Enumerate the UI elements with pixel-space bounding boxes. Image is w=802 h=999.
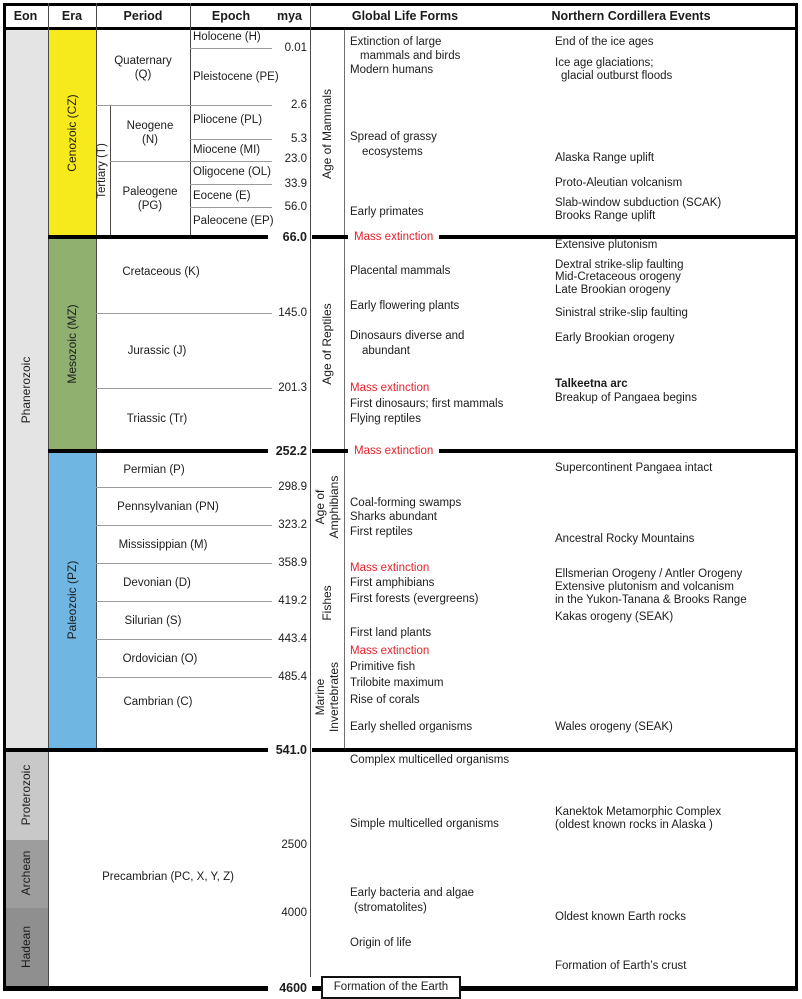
event-item: Ice age glaciations; [555, 57, 654, 69]
life-item: Coal-forming swamps [350, 497, 462, 509]
epoch-pleistocene: Pleistocene (PE) [193, 71, 279, 83]
life-item: (stromatolites) [354, 902, 427, 914]
boundary-line-2.6 [96, 105, 272, 106]
mya-201.3: 201.3 [278, 382, 307, 394]
epoch-holocene: Holocene (H) [193, 31, 261, 43]
event-item: Wales orogeny (SEAK) [555, 721, 673, 733]
period-permian: Permian (P) [123, 464, 185, 476]
period-quaternary-abbr: (Q) [134, 69, 152, 81]
boundary-line-298.9 [96, 487, 272, 488]
mya-358.9: 358.9 [278, 557, 307, 569]
period-devonian: Devonian (D) [123, 577, 191, 589]
mya-252.2: 252.2 [275, 444, 307, 458]
mya-2500: 2500 [281, 839, 307, 851]
period-jurassic: Jurassic (J) [127, 345, 187, 357]
mya-life-separator [310, 3, 311, 977]
mya-485.4: 485.4 [278, 671, 307, 683]
event-item: Ellsmerian Orogeny / Antler Orogeny [555, 568, 743, 580]
age-label-marine-invertebrates [313, 597, 341, 797]
event-item: in the Yukon-Tanana & Brooks Range [555, 594, 747, 606]
header-global-life-forms: Global Life Forms [351, 9, 459, 23]
period-paleogene-name: Paleogene [122, 186, 178, 198]
mya-33.9: 33.9 [284, 178, 307, 190]
age-label-fishes: Fishes [320, 585, 334, 621]
boundary-line-56.0 [190, 207, 272, 208]
life-item: Sharks abundant [350, 511, 437, 523]
event-item: Proto-Aleutian volcanism [555, 177, 683, 189]
event-item: Alaska Range uplift [555, 152, 655, 164]
mya-66.0: 66.0 [282, 230, 307, 244]
event-item: (oldest known rocks in Alaska ) [555, 819, 713, 831]
life-item: Trilobite maximum [350, 677, 444, 689]
event-item: Late Brookian orogeny [555, 284, 671, 296]
header-eon: Eon [13, 9, 38, 23]
mya-443.4: 443.4 [278, 633, 307, 645]
event-item: Extensive plutonism [555, 239, 658, 251]
period-quaternary-name: Quaternary [114, 55, 172, 67]
life-item: Simple multicelled organisms [350, 818, 499, 830]
life-item: Early primates [350, 206, 424, 218]
period-epoch-separator [190, 3, 191, 237]
eon-label-phanerozoic: Phanerozoic [19, 356, 33, 424]
life-item: Modern humans [350, 64, 434, 76]
boundary-line-0.01 [190, 48, 272, 49]
eon-label-proterozoic: Proterozoic [19, 764, 33, 826]
event-item: Early Brookian orogeny [555, 332, 675, 344]
period-paleogene-abbr: (PG) [137, 200, 163, 212]
era-boundary-252-left [48, 449, 268, 453]
age-label-amphibians-line1: Age of [313, 489, 327, 525]
boundary-line-443.4 [96, 639, 272, 640]
life-item: Rise of corals [350, 694, 420, 706]
boundary-line-5.3 [190, 139, 272, 140]
event-item: Sinistral strike-slip faulting [555, 307, 688, 319]
era-label-cenozoic: Cenozoic (CZ) [65, 94, 79, 172]
event-item: Extensive plutonism and volcanism [555, 581, 734, 593]
mya-145.0: 145.0 [278, 307, 307, 319]
period-triassic: Triassic (Tr) [126, 413, 188, 425]
age-label-amphibians-line2: Amphibians [327, 475, 341, 539]
eon-era-separator [48, 3, 49, 988]
period-mississippian: Mississippian (M) [118, 539, 208, 551]
age-label-marine-line2: Invertebrates [327, 661, 341, 733]
header-rule [3, 27, 798, 30]
event-item-talkeetna-arc: Talkeetna arc [555, 378, 628, 390]
boundary-line-201.3 [96, 388, 272, 389]
event-item: glacial outburst floods [561, 70, 673, 82]
life-item: mammals and birds [360, 50, 461, 62]
boundary-line-33.9 [190, 184, 272, 185]
life-item: Flying reptiles [350, 413, 421, 425]
boundary-line-358.9 [96, 563, 272, 564]
header-era: Era [61, 9, 83, 23]
epoch-oligocene: Oligocene (OL) [193, 166, 271, 178]
event-item: Supercontinent Pangaea intact [555, 462, 713, 474]
life-item: Primitive fish [350, 661, 416, 673]
epoch-eocene: Eocene (E) [193, 190, 251, 202]
event-item: Brooks Range uplift [555, 210, 656, 222]
left-border [3, 3, 6, 988]
mya-0.01: 0.01 [284, 42, 307, 54]
period-cretaceous: Cretaceous (K) [122, 266, 200, 278]
event-item: Kanektok Metamorphic Complex [555, 806, 722, 818]
mass-extinction-201: Mass extinction [350, 382, 430, 394]
mass-extinction-358: Mass extinction [350, 562, 430, 574]
boundary-line-419.2 [96, 601, 272, 602]
event-item: Breakup of Pangaea begins [555, 392, 697, 404]
period-paleogene [110, 185, 190, 213]
epoch-paleocene: Paleocene (EP) [193, 215, 274, 227]
life-item: Origin of life [350, 937, 412, 949]
period-quaternary [96, 54, 190, 82]
age-label-mammals: Age of Mammals [320, 88, 334, 180]
life-item: Early shelled organisms [350, 721, 473, 733]
life-item: Early bacteria and algae [350, 887, 475, 899]
event-item: End of the ice ages [555, 36, 654, 48]
event-item: Mid-Cretaceous orogeny [555, 271, 681, 283]
age-label-marine-line1: Marine [313, 678, 327, 716]
period-tertiary: Tertiary (T) [96, 143, 108, 199]
mya-4000: 4000 [281, 907, 307, 919]
life-item: abundant [362, 345, 410, 357]
period-neogene-name: Neogene [126, 120, 174, 132]
life-item: First reptiles [350, 526, 413, 538]
mya-56.0: 56.0 [284, 201, 307, 213]
mya-5.3: 5.3 [291, 133, 307, 145]
life-item: Early flowering plants [350, 300, 460, 312]
event-item: Oldest known Earth rocks [555, 911, 687, 923]
mya-23.0: 23.0 [284, 153, 307, 165]
period-neogene [110, 119, 190, 147]
mya-419.2: 419.2 [278, 595, 307, 607]
period-cambrian: Cambrian (C) [123, 696, 193, 708]
event-item: Ancestral Rocky Mountains [555, 533, 695, 545]
mass-extinction-252: Mass extinction [348, 444, 439, 458]
era-boundary-66-left [48, 235, 268, 239]
boundary-line-323.2 [96, 525, 272, 526]
period-silurian: Silurian (S) [124, 615, 182, 627]
life-item: Extinction of large [350, 36, 442, 48]
era-label-paleozoic: Paleozoic (PZ) [65, 560, 79, 640]
event-item: Kakas orogeny (SEAK) [555, 611, 674, 623]
age-label-reptiles: Age of Reptiles [320, 303, 334, 385]
right-border [795, 3, 798, 988]
epoch-pliocene: Pliocene (PL) [193, 114, 263, 126]
eon-label-hadean: Hadean [19, 925, 33, 969]
era-boundary-541-right [312, 748, 798, 752]
period-neogene-abbr: (N) [142, 134, 158, 146]
era-boundary-541-left [6, 748, 268, 752]
age-subcolumn-separator [344, 30, 345, 750]
life-item: Complex multicelled organisms [350, 754, 510, 766]
period-ordovician: Ordovician (O) [122, 653, 198, 665]
life-item: First amphibians [350, 577, 435, 589]
life-item: Placental mammals [350, 265, 451, 277]
life-item: First land plants [350, 627, 432, 639]
boundary-line-23.0 [110, 161, 272, 162]
header-mya: mya [276, 9, 303, 23]
life-item: First forests (evergreens) [350, 593, 479, 605]
mya-298.9: 298.9 [278, 481, 307, 493]
epoch-miocene: Miocene (MI) [193, 144, 261, 156]
boundary-line-485.4 [96, 677, 272, 678]
event-item: Slab-window subduction (SCAK) [555, 197, 722, 209]
period-precambrian: Precambrian (PC, X, Y, Z) [102, 871, 234, 883]
mass-extinction-443: Mass extinction [350, 645, 430, 657]
header-epoch: Epoch [211, 9, 251, 23]
mya-4600: 4600 [279, 981, 307, 995]
life-item: First dinosaurs; first mammals [350, 398, 504, 410]
period-pennsylvanian: Pennsylvanian (PN) [117, 501, 219, 513]
era-label-mesozoic: Mesozoic (MZ) [65, 304, 79, 384]
boundary-line-145.0 [96, 313, 272, 314]
header-northern-cordillera-events: Northern Cordillera Events [551, 9, 711, 23]
mass-extinction-66: Mass extinction [348, 230, 439, 244]
header-period: Period [123, 9, 163, 23]
formation-of-earth-box: Formation of the Earth [321, 976, 461, 999]
event-item: Formation of Earth’s crust [555, 960, 687, 972]
eon-label-archean: Archean [19, 850, 33, 896]
bottom-border-left [3, 986, 268, 991]
life-item: Dinosaurs diverse and [350, 330, 465, 342]
life-item: ecosystems [362, 146, 423, 158]
top-border [3, 3, 798, 6]
mya-541.0: 541.0 [275, 743, 307, 757]
life-item: Spread of grassy [350, 131, 437, 143]
mya-323.2: 323.2 [278, 519, 307, 531]
mya-2.6: 2.6 [291, 99, 307, 111]
event-item: Dextral strike-slip faulting [555, 259, 684, 271]
